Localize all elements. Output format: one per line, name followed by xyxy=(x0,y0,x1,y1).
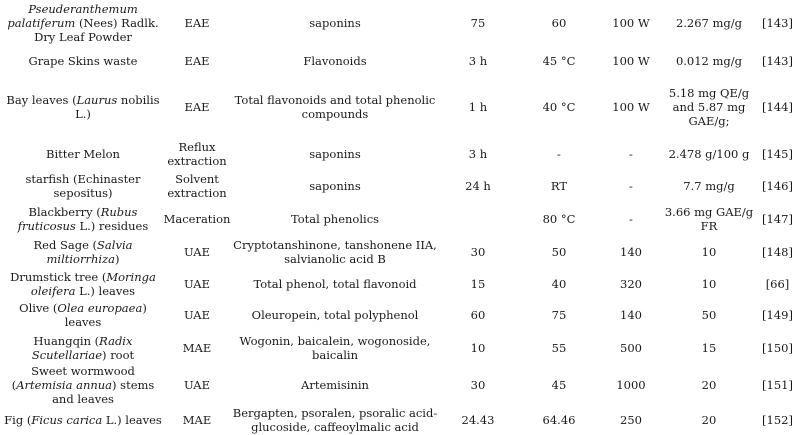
power-cell xyxy=(600,138,662,169)
plant-cell xyxy=(0,298,166,331)
plant-name-pre: Fig ( xyxy=(4,413,32,427)
plant-name xyxy=(0,2,166,44)
compound-cell xyxy=(230,75,440,138)
temperature-cell-text: 40 °C xyxy=(542,99,576,114)
reference-cell xyxy=(754,364,801,405)
power-cell-text: 1000 xyxy=(616,377,646,392)
reference-cell xyxy=(754,331,801,364)
plant-name-pre: Grape Skins waste xyxy=(28,53,138,68)
power-cell-text: 500 xyxy=(620,340,642,355)
power-cell xyxy=(600,405,662,435)
yield-cell-text: 15 xyxy=(701,340,717,355)
yield-cell-text: 5.18 mg QE/g and 5.87 mg GAE/g; xyxy=(668,85,750,128)
plant-name-pre: starfish (Echinaster sepositus) xyxy=(25,171,141,200)
plant-name-post: L.) leaves xyxy=(75,283,136,298)
compound-cell-text: Artemisinin xyxy=(301,377,369,392)
method-cell xyxy=(166,75,228,138)
time-cell xyxy=(445,169,511,202)
plant-name-italic: Radix Scutellariae xyxy=(31,333,133,362)
plant-name-post: (Nees) Radlk. Dry Leaf Powder xyxy=(34,16,159,44)
yield-cell xyxy=(664,169,754,202)
method-cell-text: MAE xyxy=(182,413,212,427)
compound-cell xyxy=(230,46,440,75)
reference-cell xyxy=(754,75,801,138)
table-row-pseuderanthemum xyxy=(0,0,801,46)
plant-name-italic: Artemisia annua xyxy=(16,377,113,392)
plant-name-pre: Bitter Melon xyxy=(46,146,120,161)
plant-name-italic: Olea europaea xyxy=(57,300,143,315)
plant-name-post: nobilis L.) xyxy=(75,92,160,121)
temperature-cell-text: 55 xyxy=(551,340,567,355)
temperature-cell-text: 80 °C xyxy=(542,211,576,226)
power-cell-text: 100 W xyxy=(612,16,650,30)
plant-cell xyxy=(0,235,166,269)
yield-cell xyxy=(664,405,754,435)
time-cell-text: 3 h xyxy=(468,146,488,161)
power-cell-text: 320 xyxy=(620,276,642,291)
reference-cell xyxy=(754,202,801,235)
power-cell-text: - xyxy=(629,211,633,226)
yield-cell-text: 2.478 g/100 g xyxy=(668,146,750,161)
reference-cell xyxy=(754,269,801,298)
plant-name-italic: Pseuderanthemum palatiferum xyxy=(7,2,138,30)
yield-cell xyxy=(664,364,754,405)
plant-name xyxy=(0,270,166,298)
table-row-red-sage xyxy=(0,235,801,269)
method-cell xyxy=(166,235,228,269)
plant-name-pre: Blackberry ( xyxy=(28,204,101,219)
plant-name xyxy=(0,301,166,329)
method-cell-text: UAE xyxy=(183,245,211,259)
plant-name-pre: Drumstick tree ( xyxy=(10,269,107,284)
plant-cell xyxy=(0,364,166,405)
compound-cell-text: saponins xyxy=(309,146,361,161)
yield-cell-text: 10 xyxy=(701,245,717,259)
temperature-cell xyxy=(523,75,595,138)
time-cell-text: 30 xyxy=(470,245,486,259)
temperature-cell-text: 40 xyxy=(551,276,567,291)
yield-cell-text: 50 xyxy=(701,307,717,322)
temperature-cell xyxy=(523,0,595,46)
temperature-cell-text: 60 xyxy=(551,16,567,30)
method-cell-text: Solvent extraction xyxy=(167,171,227,200)
plant-cell xyxy=(0,75,166,138)
method-cell xyxy=(166,364,228,405)
yield-cell-text: 20 xyxy=(701,413,717,427)
plant-cell xyxy=(0,169,166,202)
time-cell xyxy=(445,364,511,405)
plant-name xyxy=(0,238,166,266)
time-cell xyxy=(445,331,511,364)
compound-cell xyxy=(230,331,440,364)
power-cell-text: 140 xyxy=(620,307,642,322)
time-cell xyxy=(445,46,511,75)
time-cell xyxy=(445,202,511,235)
power-cell xyxy=(600,364,662,405)
power-cell-text: - xyxy=(629,146,633,161)
compound-cell-text: Oleuropein, total polyphenol xyxy=(251,307,419,322)
table-row-drumstick-tree xyxy=(0,269,801,298)
method-cell xyxy=(166,169,228,202)
compound-cell-text: saponins xyxy=(309,16,361,30)
power-cell xyxy=(600,298,662,331)
power-cell xyxy=(600,331,662,364)
plant-name-italic: Moringa oleifera xyxy=(30,269,156,298)
reference-cell-text: [143] xyxy=(762,16,793,30)
plant-name-italic: Salvia miltiorrhiza xyxy=(46,238,133,266)
time-cell xyxy=(445,138,511,169)
table-row-starfish xyxy=(0,169,801,202)
compound-cell xyxy=(230,138,440,169)
plant-cell xyxy=(0,405,166,435)
yield-cell xyxy=(664,331,754,364)
power-cell xyxy=(600,202,662,235)
power-cell xyxy=(600,269,662,298)
plant-name-post: ) root xyxy=(102,347,135,362)
yield-cell xyxy=(664,75,754,138)
reference-cell xyxy=(754,0,801,46)
compound-cell-text: Cryptotanshinone, tanshonene IIA, salvianolic acid B xyxy=(233,238,437,266)
plant-name xyxy=(46,147,120,161)
power-cell xyxy=(600,235,662,269)
method-cell xyxy=(163,202,231,235)
time-cell-text: 10 xyxy=(470,340,486,355)
reference-cell-text: [149] xyxy=(762,307,793,322)
plant-name-pre: Huangqin ( xyxy=(33,333,100,348)
time-cell xyxy=(445,298,511,331)
temperature-cell-text: 45 xyxy=(551,377,567,392)
table-row-fig xyxy=(0,405,801,435)
yield-cell xyxy=(664,202,754,235)
reference-cell-text: [143] xyxy=(762,53,793,68)
table-row-huangqin xyxy=(0,331,801,364)
method-cell-text: Maceration xyxy=(163,211,231,226)
temperature-cell xyxy=(523,46,595,75)
temperature-cell xyxy=(523,138,595,169)
time-cell-text: 1 h xyxy=(468,99,488,114)
method-cell-text: Reflux extraction xyxy=(167,139,227,168)
plant-cell xyxy=(0,138,166,169)
yield-cell xyxy=(664,298,754,331)
plant-cell xyxy=(0,0,166,46)
reference-cell-text: [152] xyxy=(762,413,793,427)
method-cell xyxy=(166,46,228,75)
reference-cell xyxy=(754,138,801,169)
plant-name xyxy=(0,93,166,121)
temperature-cell-text: 45 °C xyxy=(542,53,576,68)
reference-cell-text: [147] xyxy=(762,211,793,226)
plant-name xyxy=(29,54,138,68)
method-cell xyxy=(166,405,228,435)
method-cell xyxy=(166,298,228,331)
method-cell-text: UAE xyxy=(183,377,211,392)
plant-cell xyxy=(0,46,166,75)
plant-cell xyxy=(0,269,166,298)
compound-cell-text: Total flavonoids and total phenolic compounds xyxy=(234,92,436,121)
compound-cell xyxy=(230,298,440,331)
compound-cell xyxy=(230,405,440,435)
plant-name-pre: Bay leaves ( xyxy=(6,92,77,107)
time-cell-text: 30 xyxy=(470,377,486,392)
temperature-cell-text: - xyxy=(557,146,561,161)
compound-cell-text: Bergapten, psoralen, psoralic acid-glucoside, caffeoylmalic acid xyxy=(232,406,438,434)
time-cell-text: 24 h xyxy=(465,178,491,193)
reference-cell xyxy=(754,46,801,75)
plant-name-post: ) stems and leaves xyxy=(52,377,155,406)
plant-name-pre: Sweet wormwood ( xyxy=(11,363,135,392)
compound-cell xyxy=(230,0,440,46)
time-cell xyxy=(445,75,511,138)
temperature-cell xyxy=(523,269,595,298)
compound-cell-text: Total phenolics xyxy=(290,211,380,226)
method-cell-text: EAE xyxy=(184,99,210,114)
temperature-cell xyxy=(523,331,595,364)
plant-name-post: ) xyxy=(114,252,120,266)
temperature-cell xyxy=(523,202,595,235)
method-cell xyxy=(166,269,228,298)
compound-cell xyxy=(230,169,440,202)
plant-name xyxy=(0,172,166,200)
time-cell-text: 15 xyxy=(470,276,486,291)
plant-name-post: ) leaves xyxy=(64,300,147,329)
temperature-cell xyxy=(523,169,595,202)
method-cell-text: EAE xyxy=(184,53,210,68)
method-cell xyxy=(166,0,228,46)
method-cell xyxy=(166,331,228,364)
yield-cell xyxy=(664,0,754,46)
reference-cell-text: [144] xyxy=(762,99,793,114)
time-cell-text: 75 xyxy=(470,16,486,30)
time-cell xyxy=(445,235,511,269)
plant-name-pre: Red Sage ( xyxy=(33,238,98,252)
plant-cell xyxy=(0,202,166,235)
time-cell-text: 3 h xyxy=(468,53,488,68)
yield-cell xyxy=(664,235,754,269)
plant-name xyxy=(0,364,166,406)
time-cell-text: 24.43 xyxy=(461,413,495,427)
method-cell-text: UAE xyxy=(183,307,211,322)
method-cell xyxy=(166,138,228,169)
reference-cell-text: [151] xyxy=(762,377,793,392)
plant-name-pre: Olive ( xyxy=(19,300,58,315)
compound-cell-text: saponins xyxy=(309,178,361,193)
power-cell-text: 140 xyxy=(620,245,642,259)
power-cell xyxy=(600,0,662,46)
compound-cell-text: Total phenol, total flavonoid xyxy=(253,276,417,291)
plant-name-post: L.) leaves xyxy=(102,413,162,427)
plant-name-post: L.) residues xyxy=(75,218,149,233)
table-row-grape-skins xyxy=(0,46,801,75)
yield-cell-text: 10 xyxy=(701,276,717,291)
reference-cell-text: [150] xyxy=(762,340,793,355)
plant-name xyxy=(0,334,166,362)
temperature-cell xyxy=(523,298,595,331)
method-cell-text: UAE xyxy=(183,276,211,291)
power-cell xyxy=(600,169,662,202)
compound-cell-text: Wogonin, baicalein, wogonoside, baicalin xyxy=(239,333,431,362)
yield-cell-text: 2.267 mg/g xyxy=(675,16,743,30)
temperature-cell-text: 64.46 xyxy=(542,413,576,427)
plant-name xyxy=(4,413,162,427)
power-cell-text: 250 xyxy=(620,413,642,427)
temperature-cell-text: RT xyxy=(550,178,568,193)
compound-cell xyxy=(230,364,440,405)
compound-cell xyxy=(230,235,440,269)
table-row-blackberry xyxy=(0,202,801,235)
compound-cell xyxy=(230,269,440,298)
power-cell-text: - xyxy=(629,178,633,193)
reference-cell-text: [148] xyxy=(762,245,793,259)
reference-cell xyxy=(754,169,801,202)
table-row-bitter-melon xyxy=(0,138,801,169)
reference-cell xyxy=(754,235,801,269)
power-cell-text: 100 W xyxy=(612,53,650,68)
table-row-sweet-wormwood xyxy=(0,364,801,405)
temperature-cell-text: 50 xyxy=(551,245,567,259)
table-row-olive xyxy=(0,298,801,331)
reference-cell-text: [146] xyxy=(762,178,793,193)
compound-cell xyxy=(230,202,440,235)
time-cell xyxy=(445,269,511,298)
plant-name-italic: Rubus fruticosus xyxy=(17,204,138,233)
power-cell xyxy=(600,46,662,75)
temperature-cell xyxy=(523,235,595,269)
temperature-cell xyxy=(523,405,595,435)
plant-name xyxy=(0,205,166,233)
plant-name-italic: Laurus xyxy=(76,92,118,107)
plant-name-italic: Ficus carica xyxy=(31,413,103,427)
yield-cell xyxy=(664,269,754,298)
temperature-cell-text: 75 xyxy=(551,307,567,322)
power-cell-text: 100 W xyxy=(612,99,650,114)
temperature-cell xyxy=(523,364,595,405)
yield-cell-text: 7.7 mg/g xyxy=(683,178,735,193)
reference-cell xyxy=(754,405,801,435)
time-cell xyxy=(445,405,511,435)
yield-cell-text: 3.66 mg GAE/g FR xyxy=(664,204,754,233)
power-cell xyxy=(600,75,662,138)
compound-cell-text: Flavonoids xyxy=(303,53,367,68)
method-cell-text: MAE xyxy=(182,340,212,355)
yield-cell xyxy=(664,138,754,169)
plant-cell xyxy=(0,331,166,364)
table-row-bay-leaves xyxy=(0,75,801,138)
yield-cell xyxy=(664,46,754,75)
time-cell-text: 60 xyxy=(470,307,486,322)
yield-cell-text: 20 xyxy=(701,377,717,392)
reference-cell-text: [66] xyxy=(765,276,790,291)
time-cell xyxy=(445,0,511,46)
reference-cell-text: [145] xyxy=(762,146,793,161)
method-cell-text: EAE xyxy=(184,16,210,30)
reference-cell xyxy=(754,298,801,331)
yield-cell-text: 0.012 mg/g xyxy=(675,53,743,68)
